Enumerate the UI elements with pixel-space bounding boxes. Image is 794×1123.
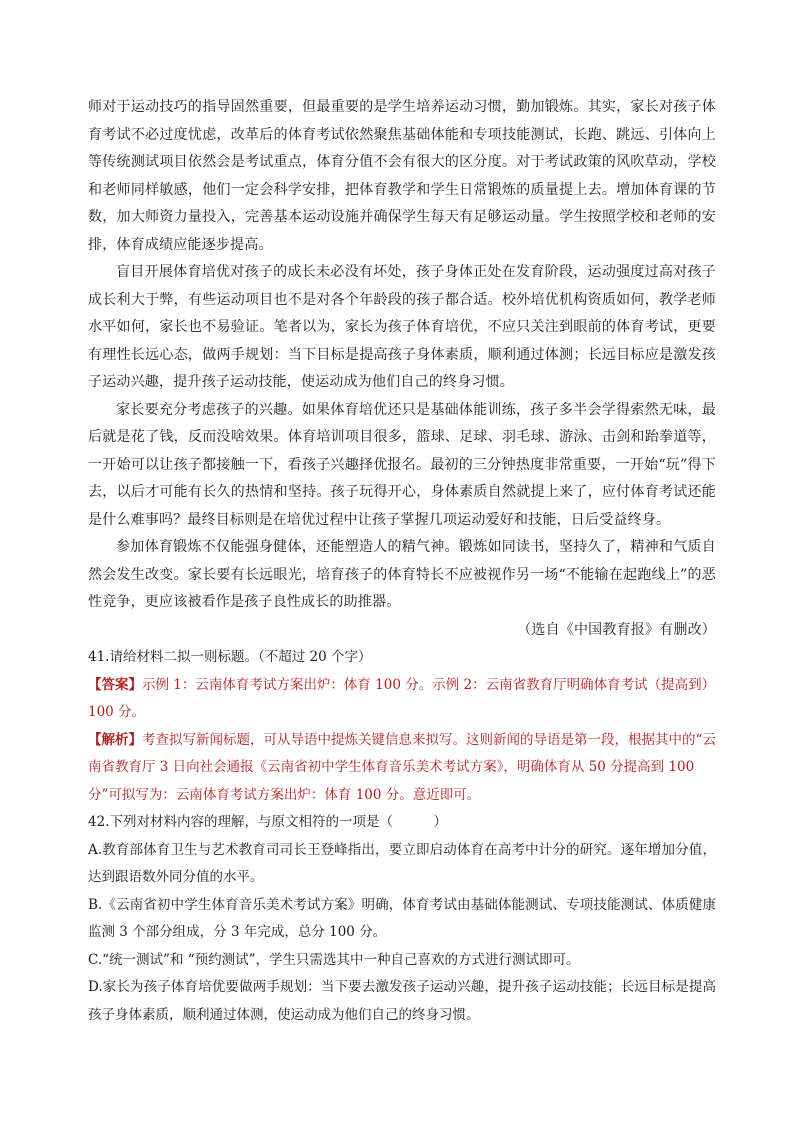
article-paragraph-1: 师对于运动技巧的指导固然重要，但最重要的是学生培养运动习惯，勤加锻炼。其实，家长对孩子体育考试不必过度忧虑，改革后的体育考试依然聚焦基础体能和专项技能测试，长跑、跳远、引体向上等传统测试项目依然会是考试重点，体育分值不会有很大的区分度。对于考试政策的风吹草动，学校和老师同样敏感，他们一定会科学安排，把体育教学和学生日常锻炼的质量提上去。增加体育课的节数，加大师资力量投入，完善基本运动设施并确保学生每天有足够运动量。学生按照学校和老师的安排，体育成绩应能逐步提高。 (88, 99, 716, 253)
question-42: 42.下列对材料内容的理解，与原文相符的一项是（ ） (88, 814, 447, 830)
answer-text: 示例 1：云南体育考试方案出炉：体育 100 分。示例 2：云南省教育厅明确体育考试（提高到）100 分。 (88, 676, 716, 720)
document-page (88, 94, 716, 1029)
answer-tag: 【答案】 (88, 676, 142, 693)
option-c: C.“统一测试”和 “预约测试”，学生只需选其中一种自己喜欢的方式进行测试即可。 (88, 951, 580, 968)
article-source: （选自《中国教育报》有删改） (517, 621, 716, 638)
analysis-text: 考查拟写新闻标题，可从导语中提炼关键信息来拟写。这则新闻的导语是第一段，根据其中的“云南省教育厅 3 日向社会通报《云南省初中学生体育音乐美术考试方案》，明确体育从 50 分提高到 100 分”可拟写为：云南体育考试方案出炉：体育 100 分。意近即可。 (88, 731, 716, 803)
option-b: B.《云南省初中学生体育音乐美术考试方案》明确，体育考试由基础体能测试、专项技能测试、体质健康监测 3 个部分组成，分 3 年完成，总分 100 分。 (88, 896, 716, 940)
article-paragraph-2: 盲目开展体育培优对孩子的成长未必没有坏处，孩子身体正处在发育阶段，运动强度过高对孩子成长利大于弊，有些运动项目也不是对各个年龄段的孩子都合适。校外培优机构资质如何，教学老师水平如何，家长也不易验证。笔者以为，家长为孩子体育培优，不应只关注到眼前的体育考试，更要有理性长远心态，做两手规划：当下目标是提高孩子身体素质，顺利通过体测；长远目标应是激发孩子运动兴趣，提升孩子运动技能，使运动成为他们自己的终身习惯。 (88, 264, 716, 390)
option-a: A.教育部体育卫生与艺术教育司司长王登峰指出，要立即启动体育在高考中计分的研究。逐年增加分值，达到跟语数外同分值的水平。 (88, 841, 716, 885)
question-41: 41.请给材料二拟一则标题。（不超过 20 个字） (88, 649, 372, 665)
article-paragraph-3: 家长要充分考虑孩子的兴趣。如果体育培优还只是基础体能训练，孩子多半会学得索然无味，最后就是花了钱，反而没啥效果。体育培训项目很多，篮球、足球、羽毛球、游泳、击剑和跆拳道等，一开始可以让孩子都接触一下，看孩子兴趣择优报名。最初的三分钟热度非常重要，一开始“玩”得下去，以后才可能有长久的热情和坚持。孩子玩得开心，身体素质自然就提上来了，应付体育考试还能是什么难事吗？最终目标则是在培优过程中让孩子掌握几项运动爱好和技能，日后受益终身。 (88, 401, 716, 528)
analysis-tag: 【解析】 (88, 731, 142, 748)
answer-41 (88, 672, 716, 727)
option-d: D.家长为孩子体育培优要做两手规划：当下要去激发孩子运动兴趣，提升孩子运动技能；长远目标是提高孩子身体素质，顺利通过体测，使运动成为他们自己的终身习惯。 (88, 979, 716, 1023)
analysis-41 (88, 727, 716, 810)
article-paragraph-4: 参加体育锻炼不仅能强身健体，还能塑造人的精气神。锻炼如同读书，坚持久了，精神和气质自然会发生改变。家长要有长远眼光，培育孩子的体育特长不应被视作另一场“不能输在起跑线上”的恶性竞争，更应该被看作是孩子良性成长的助推器。 (88, 539, 716, 610)
